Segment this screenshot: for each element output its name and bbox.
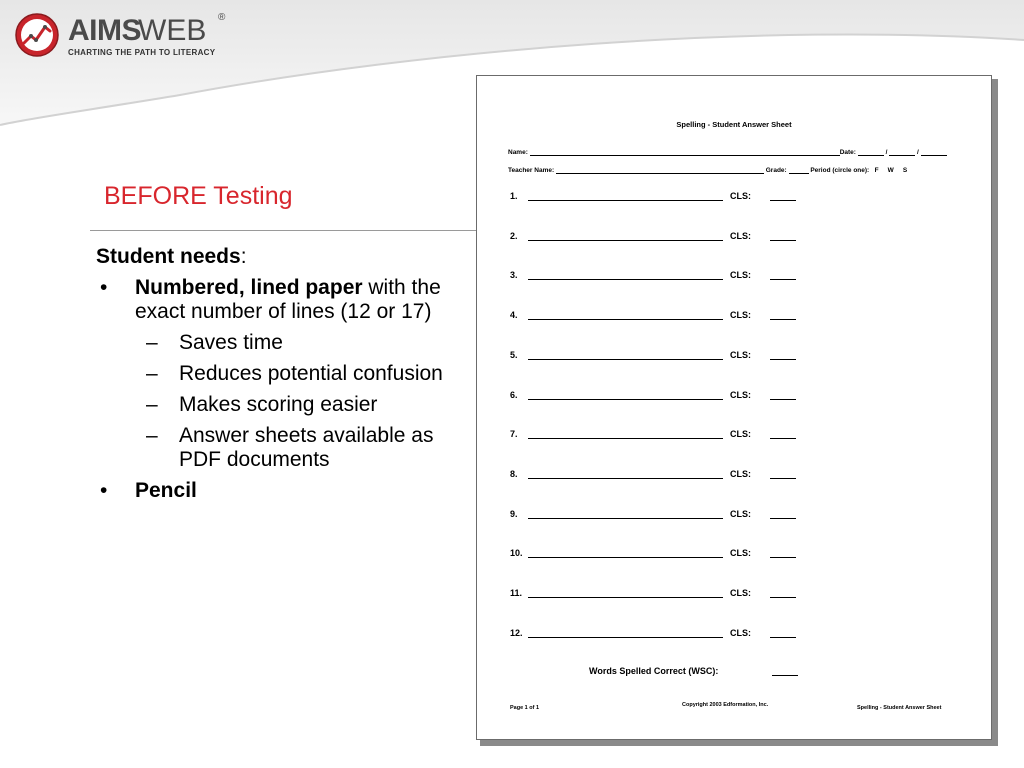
cls-line: [770, 279, 796, 280]
logo-tagline: CHARTING THE PATH TO LITERACY: [68, 48, 216, 57]
cls-label: CLS:: [730, 191, 751, 201]
cls-line: [770, 200, 796, 201]
item-number: 3.: [510, 270, 518, 280]
sub-bullet-item: [96, 424, 471, 472]
bullet-glyph: •: [100, 479, 108, 502]
cls-label: CLS:: [730, 350, 751, 360]
aimsweb-logo: [14, 12, 254, 62]
answer-item-row: [510, 509, 810, 523]
footer-page: Page 1 of 1: [510, 705, 540, 711]
cls-label: CLS:: [730, 429, 751, 439]
slide-content: [96, 244, 471, 510]
cls-line: [770, 637, 796, 638]
cls-line: [770, 478, 796, 479]
answer-item-row: [510, 469, 810, 483]
date-month-line: [858, 148, 884, 156]
teacher-row: [508, 166, 907, 174]
item-number: 1.: [510, 191, 518, 201]
answer-line: [528, 438, 723, 439]
date-label: Date:: [839, 149, 856, 156]
item-number: 4.: [510, 310, 518, 320]
dash-glyph: –: [146, 331, 158, 354]
grade-line: [789, 166, 809, 174]
cls-line: [770, 597, 796, 598]
sub-bullet-text: Reduces potential confusion: [179, 362, 443, 385]
answer-line: [528, 279, 723, 280]
wsc-line: [772, 675, 798, 676]
dash-glyph: –: [146, 424, 158, 447]
sub-bullet-item: [96, 331, 471, 355]
answer-sheet-title: Spelling - Student Answer Sheet: [676, 120, 792, 129]
dash-glyph: –: [146, 393, 158, 416]
date-year-line: [921, 148, 947, 156]
cls-label: CLS:: [730, 509, 751, 519]
answer-line: [528, 637, 723, 638]
item-number: 5.: [510, 350, 518, 360]
answer-item-row: [510, 429, 810, 443]
slide-title: BEFORE Testing: [104, 182, 293, 210]
cls-label: CLS:: [730, 548, 751, 558]
date-day-line: [889, 148, 915, 156]
cls-label: CLS:: [730, 390, 751, 400]
answer-line: [528, 200, 723, 201]
item-number: 10.: [510, 548, 523, 558]
item-number: 9.: [510, 509, 518, 519]
sub-bullet-text: Saves time: [179, 331, 283, 354]
answer-line: [528, 319, 723, 320]
footer-copyright: Copyright 2003 Edformation, Inc.: [682, 702, 769, 708]
student-needs-label: Student needs: [96, 245, 241, 268]
answer-line: [528, 359, 723, 360]
answer-item-row: [510, 548, 810, 562]
answer-line: [528, 478, 723, 479]
student-needs-heading: [96, 244, 471, 270]
cls-line: [770, 557, 796, 558]
cls-line: [770, 518, 796, 519]
cls-label: CLS:: [730, 628, 751, 638]
cls-line: [770, 399, 796, 400]
answer-line: [528, 518, 723, 519]
name-label: Name:: [508, 149, 528, 156]
bullet-item: [96, 276, 471, 324]
logo-text-web: WEB: [138, 14, 207, 47]
item-number: 12.: [510, 628, 523, 638]
answer-line: [528, 240, 723, 241]
cls-label: CLS:: [730, 310, 751, 320]
bullet-text: with the exact number of lines (12 or 17): [135, 276, 441, 323]
answer-item-row: [510, 350, 810, 364]
cls-label: CLS:: [730, 270, 751, 280]
period-option: F: [874, 167, 879, 174]
bullet-bold-text: Numbered, lined paper: [135, 276, 363, 299]
item-number: 6.: [510, 390, 518, 400]
cls-line: [770, 359, 796, 360]
item-number: 8.: [510, 469, 518, 479]
sub-bullet-text: Answer sheets available as PDF documents: [179, 424, 434, 471]
cls-line: [770, 438, 796, 439]
logo-text-aims: AIMS: [68, 14, 141, 47]
answer-sheet: [476, 75, 992, 740]
answer-item-row: [510, 390, 810, 404]
bullet-item: [96, 479, 471, 503]
cls-label: CLS:: [730, 231, 751, 241]
teacher-line: [556, 166, 764, 174]
sub-bullet-item: [96, 362, 471, 386]
bullet-bold-text: Pencil: [135, 479, 197, 502]
grade-label: Grade:: [765, 167, 787, 174]
answer-item-row: [510, 270, 810, 284]
cls-line: [770, 240, 796, 241]
name-row: Name: Date: / /: [508, 148, 947, 156]
answer-line: [528, 597, 723, 598]
period-option: S: [902, 167, 908, 174]
period-option: W: [887, 167, 894, 174]
cls-label: CLS:: [730, 588, 751, 598]
answer-line: [528, 399, 723, 400]
item-number: 7.: [510, 429, 518, 439]
answer-item-row: [510, 231, 810, 245]
name-line: [530, 148, 840, 156]
item-number: 11.: [510, 588, 523, 598]
cls-line: [770, 319, 796, 320]
sub-bullet-item: [96, 393, 471, 417]
teacher-label: Teacher Name:: [508, 167, 555, 174]
period-label: Period (circle one):: [810, 167, 870, 174]
dash-glyph: –: [146, 362, 158, 385]
answer-item-row: [510, 628, 810, 642]
item-number: 2.: [510, 231, 518, 241]
answer-item-row: [510, 588, 810, 602]
bullet-glyph: •: [100, 276, 108, 299]
wsc-label: Words Spelled Correct (WSC):: [589, 666, 719, 676]
logo-emblem-icon: [14, 12, 60, 58]
logo-registered-mark: ®: [218, 12, 226, 23]
sub-bullet-text: Makes scoring easier: [179, 393, 378, 416]
answer-item-row: [510, 191, 810, 205]
title-divider: [90, 230, 480, 231]
footer-sheet-name: Spelling - Student Answer Sheet: [857, 705, 942, 711]
cls-label: CLS:: [730, 469, 751, 479]
answer-line: [528, 557, 723, 558]
student-needs-colon: :: [240, 245, 247, 268]
answer-item-row: [510, 310, 810, 324]
